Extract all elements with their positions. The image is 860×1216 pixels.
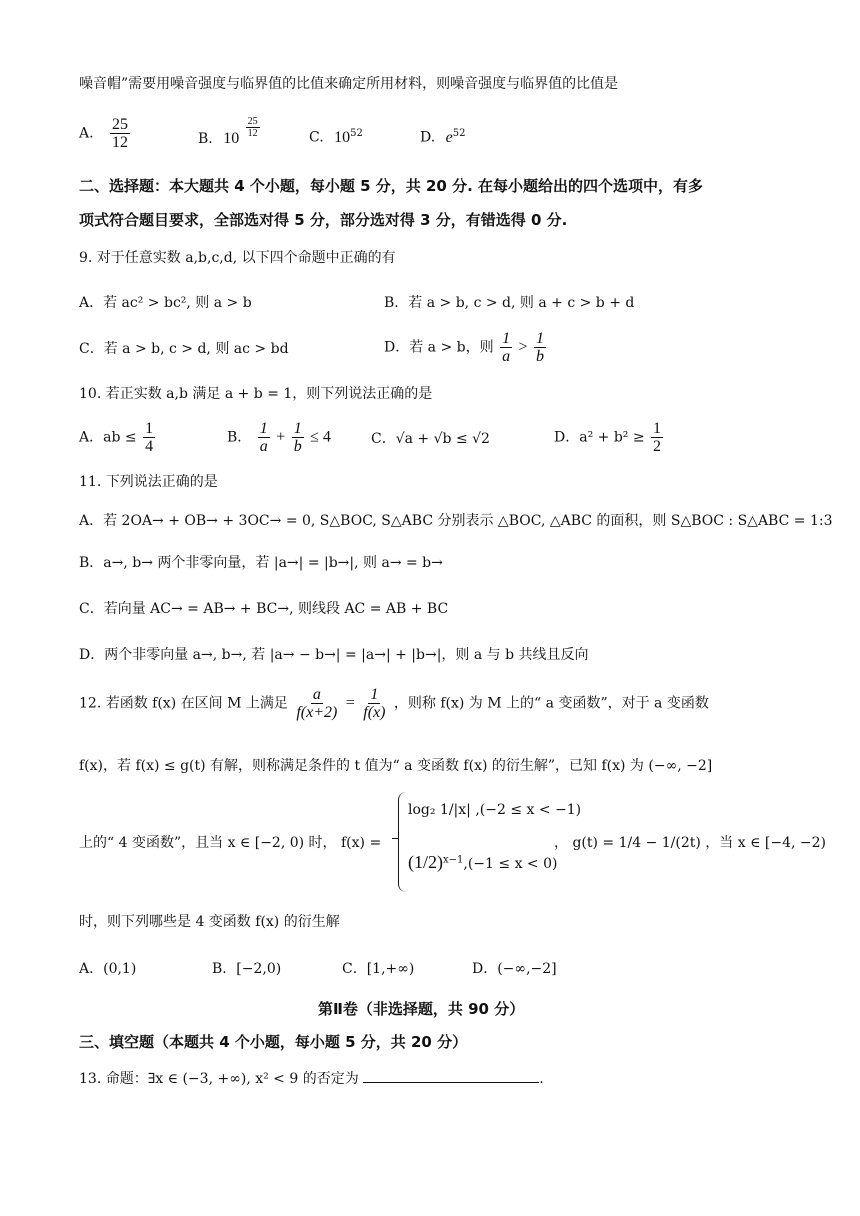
q12-stem-line4: 时，则下列哪些是 4 变函数 f(x) 的衍生解 [79, 914, 340, 930]
q8-option-a[interactable]: A. $\frac{25}{12}$ [79, 116, 129, 151]
q12-option-b[interactable]: B．[−2,0) [212, 961, 282, 977]
section2-header-line1: 二、选择题：本大题共 4 个小题，每小题 5 分，共 20 分. 在每小题给出的四个选项中，有多 [79, 177, 704, 195]
q12-option-a[interactable]: A．(0,1) [79, 961, 137, 977]
q12-stem-line3: 上的“ 4 变函数”，且当 x ∈ [−2, 0) 时， f(x) = [79, 835, 382, 851]
q11-stem: 11. 下列说法正确的是 [79, 474, 218, 490]
q9-option-d[interactable]: D．若 a > b，则 $\frac{1}{a}$ > $\frac{1}{b}$ [384, 330, 545, 365]
continuation-text: 噪音帽”需要用噪音强度与临界值的比值来确定所用材料，则噪音强度与临界值的比值是 [79, 76, 619, 92]
q8-option-b[interactable]: B. 10 $\frac{25}{12}$ [198, 116, 258, 147]
q8-option-c[interactable]: C. $10^{52}$ [309, 128, 363, 146]
q13-answer-blank[interactable] [363, 1068, 539, 1083]
q8-option-d[interactable]: D. $e^{52}$ [420, 128, 466, 146]
q12-option-c[interactable]: C．[1,+∞) [342, 961, 415, 977]
q8-b-exponent: $\frac{25}{12}$ [247, 116, 258, 139]
part2-title: 第Ⅱ卷（非选择题，共 90 分） [318, 1000, 525, 1018]
section3-header: 三、填空题（本题共 4 个小题，每小题 5 分，共 20 分） [79, 1033, 468, 1051]
q9-stem: 9. 对于任意实数 a,b,c,d, 以下四个命题中正确的有 [79, 250, 396, 266]
q8-a-fraction: $\frac{25}{12}$ [112, 116, 129, 151]
q11-option-d[interactable]: D．两个非零向量 a→, b→, 若 |a→ − b→| = |a→| + |b→|，则 a 与 b 共线且反向 [79, 647, 589, 663]
piecewise-case2: $(1/2)^{x-1},(-1 \le x < 0)$ [408, 852, 558, 872]
q10-option-d[interactable]: D．a² + b² ≥ $\frac{1}{2}$ [554, 420, 662, 455]
q10-option-b[interactable]: B． $\frac{1}{a}$ + $\frac{1}{b}$ ≤ 4 [227, 420, 331, 455]
q12-stem-line2: f(x)，若 f(x) ≤ g(t) 有解，则称满足条件的 t 值为“ a 变函数 f(x) 的衍生解”，已知 f(x) 为 (−∞, −2] [79, 758, 713, 774]
q10-stem: 10. 若正实数 a,b 满足 a + b = 1，则下列说法正确的是 [79, 386, 433, 402]
q10-option-a[interactable]: A．ab ≤ $\frac{1}{4}$ [79, 420, 154, 455]
q13: 13. 命题：∃x ∈ (−3, +∞), x² < 9 的否定为 . [79, 1068, 544, 1088]
q9-option-a[interactable]: A．若 ac² > bc², 则 a > b [79, 295, 252, 311]
q12-g-definition: ， g(t) = 1/4 − 1/(2t) ，当 x ∈ [−4, −2) [554, 835, 826, 851]
section2-header-line2: 项式符合题目要求，全部选对得 5 分，部分选对得 3 分，有错选得 0 分. [79, 211, 568, 229]
q11-option-c[interactable]: C．若向量 AC→ = AB→ + BC→, 则线段 AC = AB + BC [79, 601, 449, 617]
q11-option-b[interactable]: B．a→, b→ 两个非零向量，若 |a→| = |b→|, 则 a→ = b→ [79, 555, 443, 571]
q12-stem-line1: 12. 若函数 f(x) 在区间 M 上满足 $\frac{a}{f(x+2)}$ = $\frac{1}{f(x)}$ ，则称 f(x) 为 M 上的“ a 变函数”，对于 a 变函数 [79, 686, 709, 721]
q10-option-c[interactable]: C．√a + √b ≤ √2 [371, 431, 490, 447]
q9-option-b[interactable]: B．若 a > b, c > d, 则 a + c > b + d [384, 295, 635, 311]
q12-option-d[interactable]: D．(−∞,−2] [472, 961, 557, 977]
piecewise-case1: log₂ 1/|x| ,(−2 ≤ x < −1) [408, 802, 582, 818]
q9-option-c[interactable]: C．若 a > b, c > d, 则 ac > bd [79, 341, 289, 357]
q11-option-a[interactable]: A．若 2OA→ + OB→ + 3OC→ = 0, S△BOC, S△ABC 分别表示 △BOC, △ABC 的面积，则 S△BOC : S△ABC = 1:3 [79, 513, 833, 529]
